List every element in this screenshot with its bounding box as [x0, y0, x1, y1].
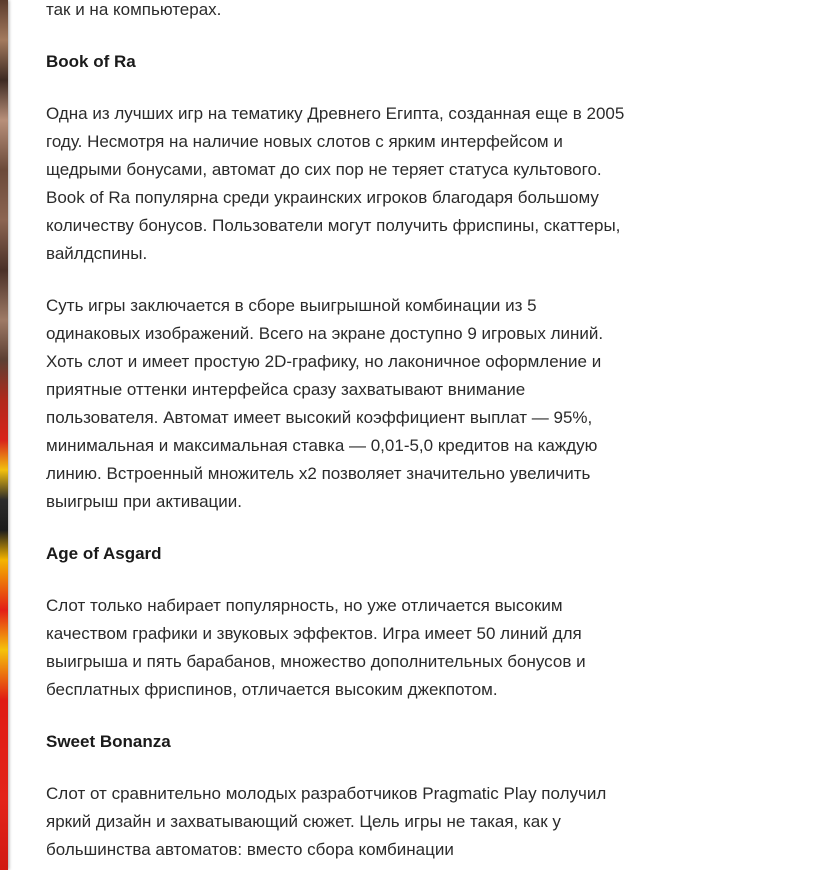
book-of-ra-paragraph-1: Одна из лучших игр на тематику Древнего Египта, созданная еще в 2005 году. Несмотря на наличие новых слотов с ярким интерфейсом и щедрыми бонусами, автомат до сих пор не теряет статуса культового. Book of Ra популярна среди украинских игроков благодаря большому количеству бонусов. Пользователи могут получить фриспины, скаттеры, вайлдспины. — [46, 104, 625, 263]
sweet-bonanza-paragraph-1: Слот от сравнительно молодых разработчиков Pragmatic Play получил яркий дизайн и захватывающий сюжет. Цель игры не такая, как у большинства автоматов: вместо сбора комбинации — [46, 784, 607, 859]
section-heading-book-of-ra: Book of Ra — [46, 52, 136, 71]
age-of-asgard-paragraph-1: Слот только набирает популярность, но уже отличается высоким качеством графики и звуковых эффектов. Игра имеет 50 линий для выигрыша и пять барабанов, множество дополнительных бонусов и бесплатных фриспинов, отличается высоким джекпотом. — [46, 596, 586, 699]
decorative-side-banner — [0, 0, 8, 870]
intro-paragraph-tail: так и на компьютерах. — [46, 0, 222, 19]
book-of-ra-paragraph-2: Суть игры заключается в сборе выигрышной комбинации из 5 одинаковых изображений. Всего на экране доступно 9 игровых линий. Хоть слот и имеет простую 2D-графику, но лаконичное оформление и приятные оттенки интерфейса сразу захватывают внимание пользователя. Автомат имеет высокий коэффициент выплат — 95%, минимальная и максимальная ставка — 0,01-5,0 кредитов на каждую линию. Встроенный множитель x2 позволяет значительно увеличить выигрыш при активации. — [46, 296, 604, 511]
section-heading-age-of-asgard: Age of Asgard — [46, 544, 162, 563]
section-heading-sweet-bonanza: Sweet Bonanza — [46, 732, 171, 751]
article-body — [46, 0, 626, 864]
